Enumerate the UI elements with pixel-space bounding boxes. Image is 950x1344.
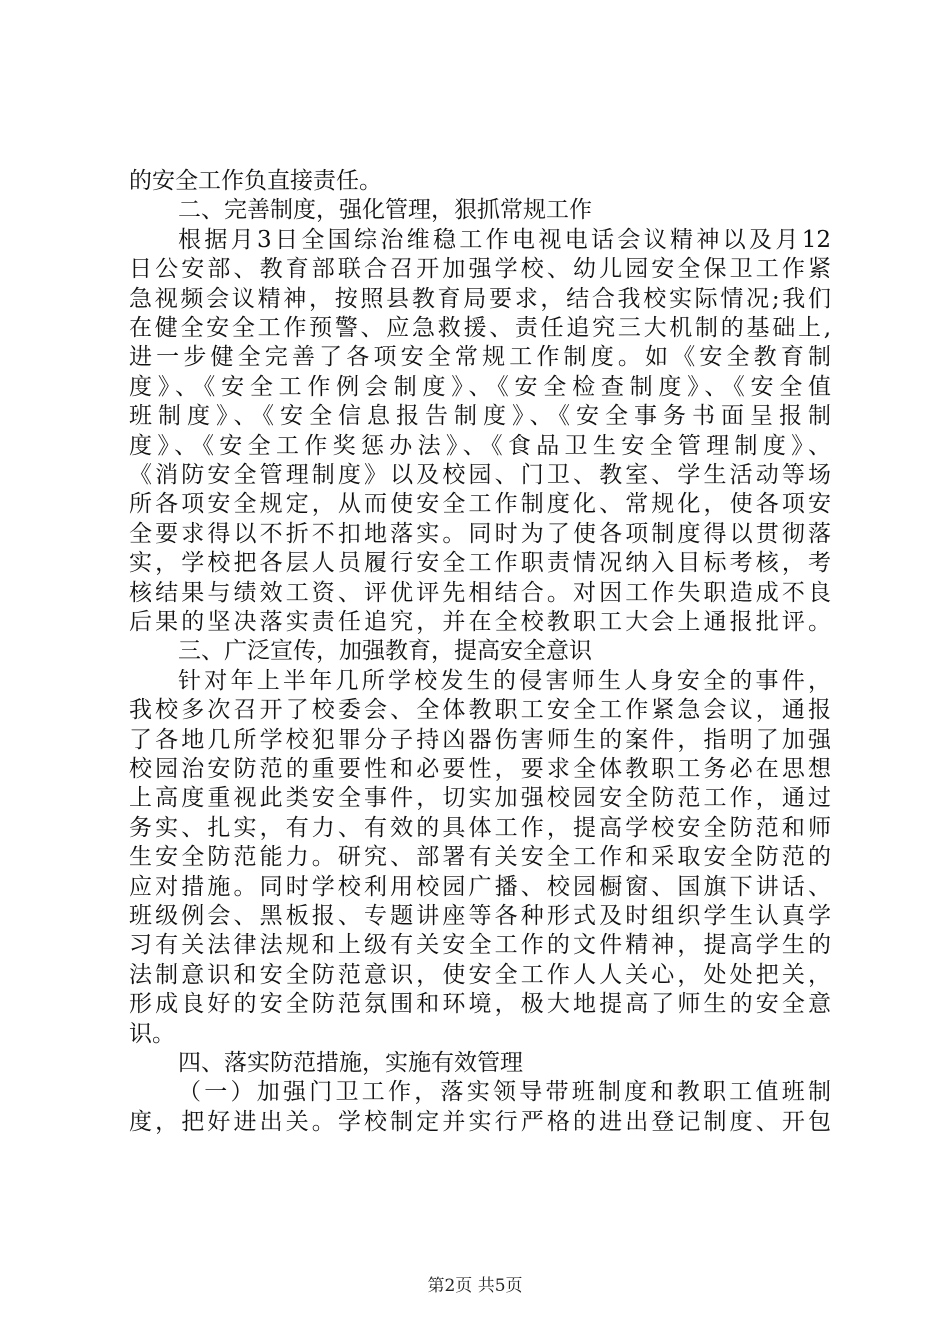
paragraph-line: 度，把好进出关。学校制定并实行严格的进出登记制度、开包 <box>129 1108 831 1135</box>
paragraph-line: 法制意识和安全防范意识，使安全工作人人关心，处处把关， <box>129 961 831 988</box>
paragraph-line: 务实、扎实，有力、有效的具体工作，提高学校安全防范和师 <box>129 814 831 841</box>
paragraph-line: 根据月3日全国综治维稳工作电视电话会议精神以及月12 <box>178 226 831 253</box>
section-heading: 四、落实防范措施，实施有效管理 <box>178 1050 523 1076</box>
paragraph-line: 进一步健全完善了各项安全常规工作制度。如《安全教育制 <box>129 344 831 371</box>
paragraph-line: 实，学校把各层人员履行安全工作职责情况纳入目标考核，考 <box>129 550 831 577</box>
paragraph-line: 全要求得以不折不扣地落实。同时为了使各项制度得以贯彻落 <box>129 520 831 547</box>
paragraph-line: 度》、《安全工作奖惩办法》、《食品卫生安全管理制度》、 <box>129 432 831 459</box>
paragraph-line: 班制度》、《安全信息报告制度》、《安全事务书面呈报制 <box>129 403 831 430</box>
paragraph-line: 了各地几所学校犯罪分子持凶器伤害师生的案件，指明了加强 <box>129 726 831 753</box>
paragraph-line: 我校多次召开了校委会、全体教职工安全工作紧急会议，通报 <box>129 697 831 724</box>
section-heading: 三、广泛宣传，加强教育，提高安全意识 <box>178 638 592 665</box>
page-number-footer: 第2页 共5页 <box>427 1276 523 1296</box>
paragraph-line: 班级例会、黑板报、专题讲座等各种形式及时组织学生认真学 <box>129 903 831 929</box>
paragraph-line: 校园治安防范的重要性和必要性，要求全体教职工务必在思想 <box>129 756 831 782</box>
paragraph-line: 后果的坚决落实责任追究，并在全校教职工大会上通报批评。 <box>129 609 831 635</box>
paragraph-line: 习有关法律法规和上级有关安全工作的文件精神，提高学生的 <box>129 932 831 959</box>
paragraph-line: 识。 <box>129 1020 175 1047</box>
paragraph-line: 急视频会议精神，按照县教育局要求，结合我校实际情况;我们 <box>129 285 831 312</box>
paragraph-line: 日公安部、教育部联合召开加强学校、幼儿园安全保卫工作紧 <box>129 256 831 283</box>
paragraph-line: 生安全防范能力。研究、部署有关安全工作和采取安全防范的 <box>129 844 831 871</box>
section-heading: 二、完善制度，强化管理，狠抓常规工作 <box>178 197 592 224</box>
paragraph-line: 针对年上半年几所学校发生的侵害师生人身安全的事件， <box>178 667 831 694</box>
paragraph-line: 在健全安全工作预警、应急救援、责任追究三大机制的基础上, <box>129 315 831 341</box>
paragraph-line: 应对措施。同时学校利用校园广播、校园橱窗、国旗下讲话、 <box>129 873 831 900</box>
paragraph-line: 上高度重视此类安全事件，切实加强校园安全防范工作，通过 <box>129 785 831 812</box>
paragraph-line: 形成良好的安全防范氛围和环境，极大地提高了师生的安全意 <box>129 991 831 1018</box>
paragraph-line: （一）加强门卫工作，落实领导带班制度和教职工值班制 <box>178 1079 831 1106</box>
paragraph-line: 的安全工作负直接责任。 <box>129 168 382 194</box>
paragraph-line: 所各项安全规定，从而使安全工作制度化、常规化，使各项安 <box>129 491 831 518</box>
paragraph-line: 度》、《安全工作例会制度》、《安全检查制度》、《安全值 <box>129 373 831 400</box>
paragraph-line: 核结果与绩效工资、评优评先相结合。对因工作失职造成不良 <box>129 579 831 606</box>
paragraph-line: 《消防安全管理制度》以及校园、门卫、教室、学生活动等场 <box>129 462 831 488</box>
